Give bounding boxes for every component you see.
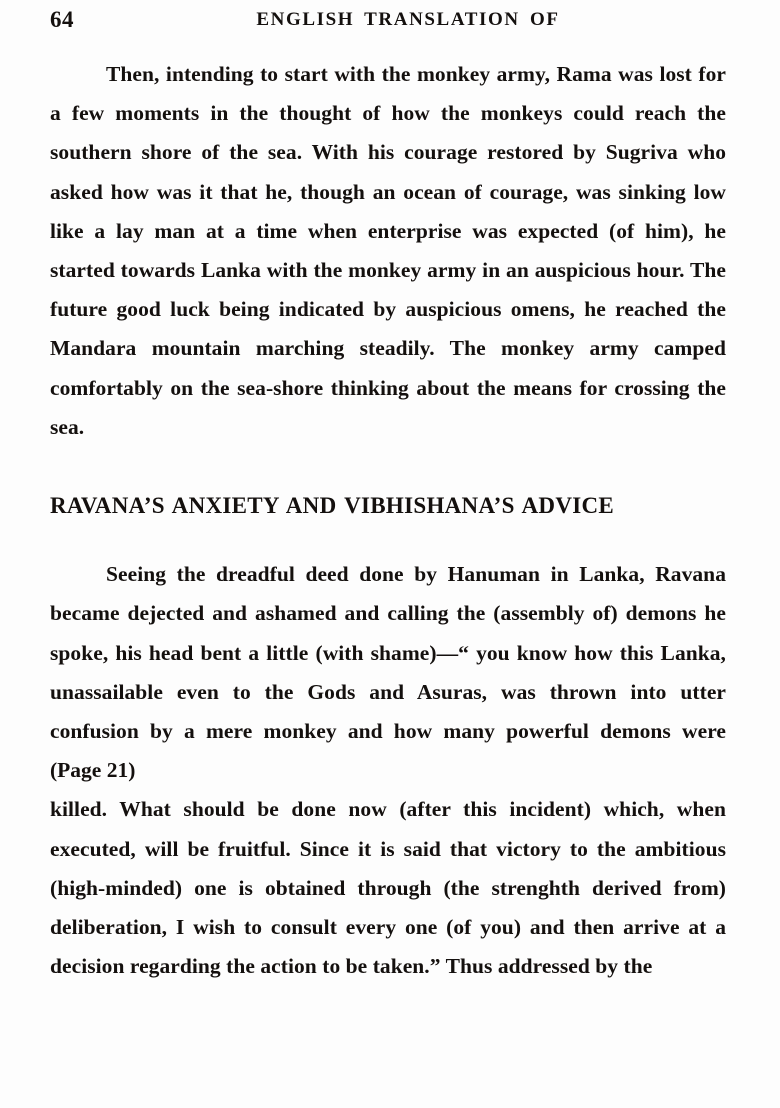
section-heading-ravanas-anxiety: RAVANA’S ANXIETY AND VIBHISHANA’S ADVICE <box>50 493 615 519</box>
paragraph-ravana-addresses-demons: Seeing the dreadful deed done by Hanuman in Lanka, Ravana became dejected and ashamed and calling the (assembly of) demons he spoke, his head bent a little (with shame)—“ you know how this Lanka, unassailable even to the Gods and Asuras, was thrown into utter confusion by a mere monkey and how many powerful demons were <box>50 562 726 744</box>
running-head-title: ENGLISH TRANSLATION OF <box>256 9 560 30</box>
heading-spacer <box>50 525 726 555</box>
paragraph-rama-sets-out: Then, intending to start with the monkey army, Rama was lost for a few moments in the thought of how the monkeys could reach the southern shore of the sea. With his courage restored by Sugriva who asked how was it that he, though an ocean of courage, was sinking low like a lay man at a time when enterprise was expected (of him), he started towards Lanka with the monkey army in an auspicious hour. The future good luck being indicated by auspicious omens, he reached the Mandara mountain marching steadily. The monkey army camped comfortably on the sea-shore thinking about the means for crossing the sea. <box>50 62 726 439</box>
page-number: 64 <box>50 7 74 32</box>
paragraph-ravana-seeks-counsel: killed. What should be done now (after this incident) which, when executed, will be fruitful. Since it is said that victory to the ambitious (high-minded) one is obtained through (the strenghth derived from) deliberation, I wish to consult every one (of you) and then arrive at a decision regarding the action to be taken.” Thus addressed by the <box>50 797 726 979</box>
page-text-block <box>50 55 726 986</box>
source-page-marker: (Page 21) <box>50 758 136 783</box>
paragraph-spacer <box>50 447 726 486</box>
running-header <box>0 6 780 40</box>
